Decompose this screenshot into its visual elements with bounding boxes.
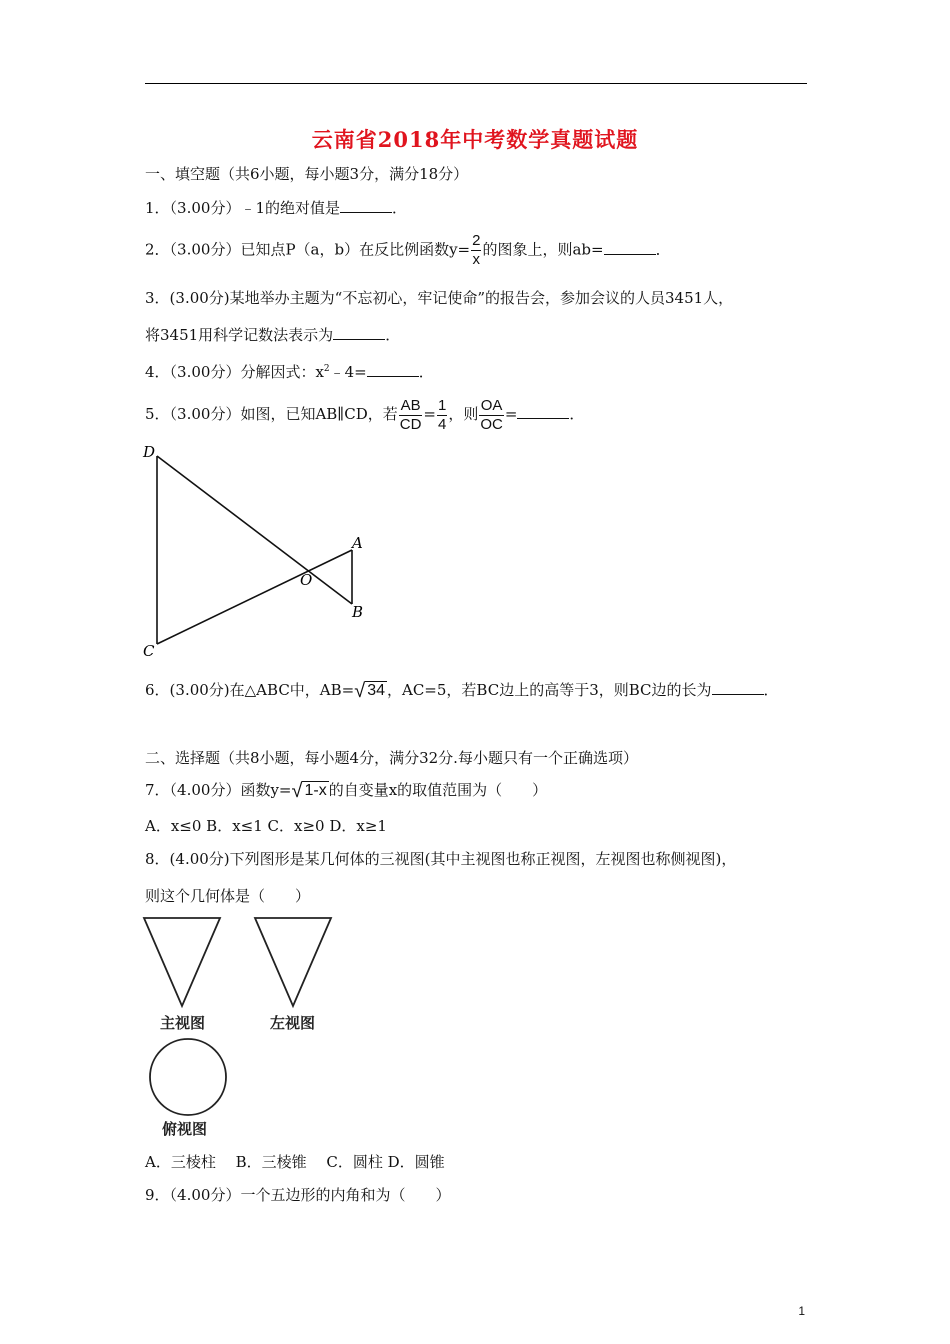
label-c: C [143, 642, 155, 660]
answer-blank [517, 404, 569, 419]
segment-ca [157, 550, 352, 644]
label-b: B [352, 603, 364, 621]
question-3-line2: 将3451用科学记数法表示为 ． [145, 326, 401, 344]
page-title: 云南省2018年中考数学真题试题 [311, 127, 639, 152]
label-a: A [352, 534, 363, 552]
answer-blank [367, 362, 419, 377]
front-view-triangle [142, 916, 222, 1010]
question-6: 6．(3.00分)在△ABC中，AB= √ 34 ，AC=5，若BC边上的高等于3，则BC边的长为 ． [145, 680, 779, 702]
question-8-line2: 则这个几何体是（ ） [145, 887, 311, 905]
fraction: $\frac{2}{x}$ [472, 232, 481, 268]
left-view-triangle [253, 916, 333, 1010]
section1-heading: 一、填空题（共6小题，每小题3分，满分18分） [145, 165, 469, 183]
question-8-options: A．三棱柱 B．三棱锥 C．圆柱 D．圆锥 [145, 1153, 445, 1171]
question-7: 7．（4.00分）函数y= √ 1-x 的自变量x的取值范围为（ ） [145, 780, 548, 802]
top-view-circle [145, 1036, 231, 1118]
question-5: 5．（3.00分）如图，已知AB∥CD，若 $\frac{AB}{CD}$ = $\frac{1}{4}$ ，则 $\frac{OA}{OC}$ = ． [145, 396, 585, 433]
question-4: 4．（3.00分）分解因式：$x^2﹣4=$ ． [145, 363, 434, 381]
answer-blank [340, 198, 392, 213]
top-view-label: 俯视图 [162, 1121, 208, 1138]
square-root: √ 34 [354, 680, 385, 702]
question-1: 1．（3.00分）﹣1的绝对值是 ． [145, 199, 408, 217]
fraction-ab-cd: $\frac{AB}{CD}$ [399, 396, 422, 433]
answer-blank [712, 680, 764, 695]
answer-blank [333, 325, 385, 340]
square-root: √ 1-x [291, 780, 327, 802]
fraction-oa-oc: $\frac{OA}{OC}$ [480, 396, 503, 433]
left-view-label: 左视图 [270, 1015, 316, 1032]
answer-blank [604, 240, 656, 255]
label-d: D [143, 443, 156, 461]
question-9: 9．（4.00分）一个五边形的内角和为（ ） [145, 1186, 451, 1204]
question-8-line1: 8．(4.00分)下列图形是某几何体的三视图(其中主视图也称正视图，左视图也称侧视图)， [145, 850, 737, 868]
label-o: O [300, 571, 313, 589]
segment-db [157, 456, 352, 604]
figure-5-diagram [140, 440, 380, 665]
header-rule [145, 83, 807, 84]
question-2: 2．（3.00分）已知点P（a，b）在反比例函数y= $\frac{2}{x}$ 的图象上，则ab= ． [145, 232, 671, 268]
front-view-label: 主视图 [160, 1015, 206, 1032]
question-3-line1: 3．(3.00分)某地举办主题为“不忘初心，牢记使命”的报告会，参加会议的人员3451人， [145, 289, 734, 307]
fraction-one-quarter: $\frac{1}{4}$ [437, 396, 447, 433]
question-7-options: A．x≤0 B．x≤1 C．x≥0 D．x≥1 [145, 817, 387, 835]
section2-heading: 二、选择题（共8小题，每小题4分，满分32分.每小题只有一个正确选项） [145, 749, 638, 767]
page-number: 1 [798, 1304, 805, 1318]
